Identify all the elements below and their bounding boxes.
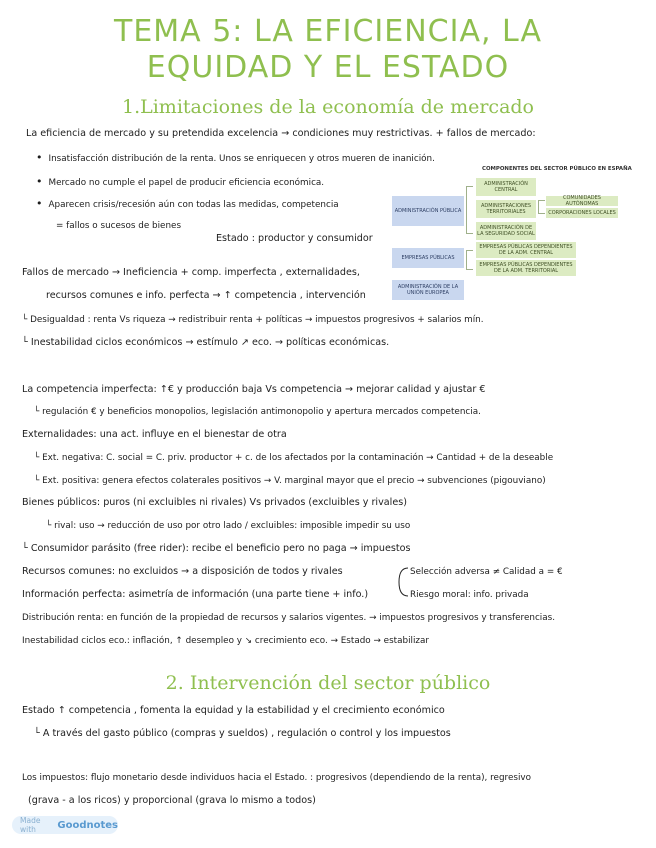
diagram-empresas: EMPRESAS PÚBLICAS	[392, 248, 464, 268]
note-bullet: • Insatisfacción distribución de la renta. Unos se enriquecen y otros mueren de inanición.	[36, 152, 435, 165]
diagram-emp-central: EMPRESAS PÚBLICAS DEPENDIENTES DE LA ADM. CENTRAL	[476, 242, 576, 258]
diagram-connector	[538, 200, 545, 214]
note-line: Externalidades: una act. influye en el bienestar de otra	[22, 429, 287, 440]
note-bullet: • Mercado no cumple el papel de producir eficiencia económica.	[36, 176, 324, 189]
public-sector-diagram	[386, 166, 632, 306]
note-line: └ Inestabilidad ciclos económicos → estímulo ↗ eco. → políticas económicas.	[22, 337, 390, 348]
bracket-icon	[396, 564, 410, 600]
goodnotes-watermark	[12, 816, 118, 834]
diagram-comunidades: COMUNIDADES AUTÓNOMAS	[546, 196, 618, 206]
diagram-admin-central: ADMINISTRACIÓN CENTRAL	[476, 178, 536, 196]
note-line: La eficiencia de mercado y su pretendida excelencia → condiciones muy restrictivas. + fallos de mercado:	[26, 128, 536, 139]
note-line: La competencia imperfecta: ↑€ y producción baja Vs competencia → mejorar calidad y ajustar €	[22, 384, 486, 395]
page-title-line-1: TEMA 5: LA EFICIENCIA, LA	[114, 14, 542, 49]
section-2-heading: 2. Intervención del sector público	[165, 672, 491, 694]
diagram-corporaciones: CORPORACIONES LOCALES	[546, 208, 618, 218]
note-line: └ Desigualdad : renta Vs riqueza → redistribuir renta + políticas → impuestos progresivos + salarios mín.	[22, 315, 484, 325]
diagram-union: ADMINISTRACIÓN DE LA UNIÓN EUROPEA	[392, 280, 464, 300]
note-line: └ rival: uso → reducción de uso por otro lado / excluibles: imposible impedir su uso	[46, 521, 411, 531]
diagram-connector	[466, 186, 473, 234]
diagram-admin-publica: ADMINISTRACIÓN PÚBLICA	[392, 196, 464, 226]
watermark-prefix: Made with	[20, 816, 41, 834]
note-line: └ Ext. positiva: genera efectos colaterales positivos → V. marginal mayor que el precio → subvenciones (pigouviano)	[34, 476, 546, 486]
diagram-admin-seguridad: ADMINISTRACIÓN DE LA SEGURIDAD SOCIAL	[476, 222, 536, 240]
note-line: (grava - a los ricos) y proporcional (grava lo mismo a todos)	[28, 795, 316, 806]
note-line: Inestabilidad ciclos eco.: inflación, ↑ desempleo y ↘ crecimiento eco. → Estado → estabilizar	[22, 636, 430, 646]
note-line: Información perfecta: asimetría de información (una parte tiene + info.)	[22, 589, 369, 600]
note-bullet: • Aparecen crisis/recesión aún con todas las medidas, competencia	[36, 198, 339, 211]
diagram-emp-territorial: EMPRESAS PÚBLICAS DEPENDIENTES DE LA ADM. TERRITORIAL	[476, 260, 576, 276]
note-line: Recursos comunes: no excluidos → a disposición de todos y rivales	[22, 566, 343, 577]
note-line: Fallos de mercado → Ineficiencia + comp. imperfecta , externalidades,	[22, 267, 360, 278]
note-line: Distribución renta: en función de la propiedad de recursos y salarios vigentes. → impuestos progresivos y transferencias.	[22, 613, 556, 623]
note-line: Bienes públicos: puros (ni excluibles ni rivales) Vs privados (excluibles y rivales)	[22, 497, 407, 508]
page-title-line-2: EQUIDAD Y EL ESTADO	[146, 50, 510, 85]
note-line: └ A través del gasto público (compras y sueldos) , regulación o control y los impuestos	[34, 728, 451, 739]
section-1-heading: 1.Limitaciones de la economía de mercado	[121, 96, 535, 118]
note-line: Los impuestos: flujo monetario desde individuos hacia el Estado. : progresivos (dependiendo de la renta), regresivo	[22, 773, 531, 783]
note-line: Selección adversa ≠ Calidad a = €	[410, 567, 563, 577]
note-line: └ Ext. negativa: C. social = C. priv. productor + c. de los afectados por la contaminación → Cantidad + de la deseable	[34, 453, 554, 463]
diagram-admin-territoriales: ADMINISTRACIONES TERRITORIALES	[476, 200, 536, 218]
note-line: └ Consumidor parásito (free rider): recibe el beneficio pero no paga → impuestos	[22, 543, 411, 554]
note-line: = fallos o sucesos de bienes	[56, 221, 182, 231]
note-line: Estado ↑ competencia , fomenta la equidad y la estabilidad y el crecimiento económico	[22, 705, 445, 716]
diagram-connector	[466, 250, 473, 270]
watermark-brand: Goodnotes	[57, 819, 118, 831]
note-line: └ regulación € y beneficios monopolios, legislación antimonopolio y apertura mercados competencia.	[34, 407, 481, 417]
note-line: recursos comunes e info. perfecta → ↑ competencia , intervención	[46, 290, 366, 301]
note-line: Riesgo moral: info. privada	[410, 590, 529, 600]
note-line: Estado : productor y consumidor	[216, 233, 373, 244]
diagram-title: COMPONENTES DEL SECTOR PÚBLICO EN ESPAÑA	[482, 166, 632, 172]
